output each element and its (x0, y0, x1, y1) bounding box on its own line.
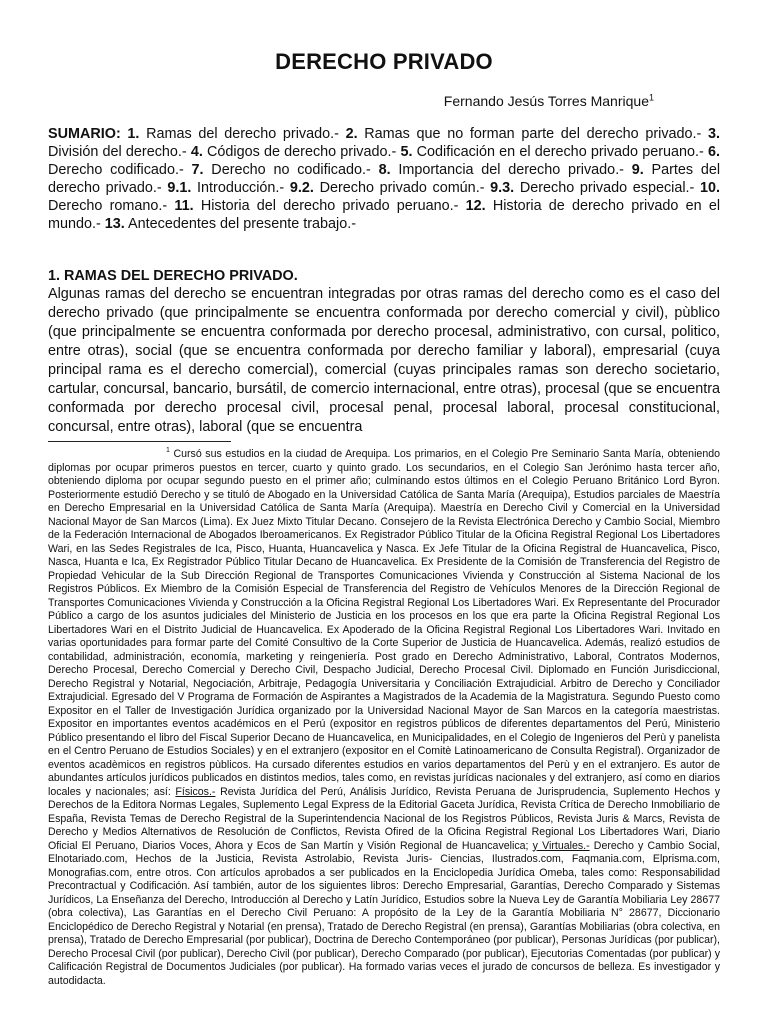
summary-item-num: 1. (127, 126, 140, 142)
summary-item-text: Importancia del derecho privado.- (398, 162, 624, 178)
footnote-link-fisicos[interactable]: Físicos.- (175, 785, 216, 798)
summary-item-text: Antecedentes del presente trabajo.- (128, 216, 357, 232)
summary-item-text: Derecho privado común.- (319, 180, 485, 196)
summary-item-num: 7. (191, 162, 204, 178)
footnote-ref[interactable]: 1 (648, 92, 654, 103)
summary-item-text: Codificación en el derecho privado peruano.- (416, 144, 704, 160)
summary-label: SUMARIO: (48, 126, 121, 142)
footnote-divider (48, 441, 231, 442)
summary-item-num: 9.1. (167, 180, 192, 196)
footnote-link-virtuales[interactable]: y Virtuales.- (532, 839, 590, 852)
summary-item-text: Ramas del derecho privado.- (146, 126, 339, 142)
footnote-part2: Revista Jurídica del Perú, Análisis Jurídico, Revista Peruana de Jurisprudencia, Suplemento Hechos y Derechos de la Editora Normas Legales, Suplemento Legal Express de la Editorial Gaceta Jurídica, Revista Crítica de Derecho Inmobiliario de España, Revista Temas de Derecho Registral de la Superintendencia Nacional de los Registros Públicos, Revista Juris & Marcs, Revista de Derecho y Medios Alternativos de Resolución de Conflictos, Revista Ofired de la Oficina Registral Regional Los Libertadores Wari, Diario Oficial El Peruano, Diarios Voces, Ahora y Ecos de San Martín y Visión Regional de Huancavelica; (48, 785, 720, 852)
summary-item-num: 6. (707, 144, 720, 160)
summary-item-text: Derecho codificado.- (48, 162, 184, 178)
summary-item-text: Introducción.- (197, 180, 285, 196)
summary-item-num: 13. (104, 216, 125, 232)
summary-item-text: Códigos de derecho privado.- (207, 144, 397, 160)
summary-item-text: Derecho privado especial.- (519, 180, 695, 196)
summary-item-num: 4. (190, 144, 203, 160)
summary-item-text: Ramas que no forman parte del derecho privado.- (364, 126, 702, 142)
document-title: DERECHO PRIVADO (275, 49, 493, 74)
summary-item-num: 5. (400, 144, 413, 160)
footnote-number: 1 (166, 447, 170, 455)
footnote-text (48, 448, 720, 988)
summary-item-text: Historia de derecho privado en el mundo.- (48, 198, 721, 232)
author-name: Fernando Jesús Torres Manrique (443, 93, 649, 109)
summary-item-num: 8. (378, 162, 391, 178)
summary-item-num: 11. (174, 198, 194, 214)
summary-item-num: 3. (708, 126, 721, 142)
summary-item-num: 9. (631, 162, 644, 178)
summary-item-num: 9.3. (490, 180, 515, 196)
footnote-part1: Cursó sus estudios en la ciudad de Arequipa. Los primarios, en el Colegio Pre Seminario Santa María, obteniendo diplomas por ocupar primeros puestos en tercer, cuarto y quinto grado. Los secundarios, en el Colegio San Jerónimo hasta tercer año, obteniendo diploma por ocupar segundo puesto en el primer año; culminando estos últimos en el Colegio Peruano Británico Lord Byron. Posteriormente estudió Derecho y se tituló de Abogado en la Universidad Católica de Santa María (Arequipa), Estudios parciales de Maestría en Derecho Empresarial en la Universidad Católica de Santa María (Arequipa). Maestría en Derecho Civil y Comercial en la Universidad Nacional Mayor de San Marcos (Lima). Ex Juez Mixto Titular Decano. Consejero de la Revista Electrónica Derecho y Cambio Social, Miembro de la Federación Internacional de Abogados Iberoamericanos. Ex Registrador Público Titular de la Oficina Registral Regional Los Libertadores Wari, en las Sedes Registrales de Ica, Pisco, Huanta, Huancavelica y Nasca. Ex Jefe Titular de la Oficina Registral de Huancavelica, Pisco, Nasca, Huanta e Ica, Ex Registrador Público Titular Decano de Huancavelica. Ex Presidente de la Comisión de Transferencia del Registro de Propiedad Vehicular de la Sub Dirección Regional de Transportes Comunicaciones Vivienda y Construcción al Sistema Nacional de los Registros Públicos. Ex Miembro de la Comisión Especial de Transferencia del Registro de Vehículos Menores de la Dirección Regional de Transportes Comunicaciones Vivienda y Construcción a la Oficina Registral Regional Los Libertadores Wari. Ex Representante del Procurador Público a cargo de los asuntos judiciales del Ministerio de Justicia en los procesos en los que era parte la Oficina Registral Regional Los Libertadores Wari en el Distrito Judicial de Huancavelica. Ex Apoderado de la Oficina Registral Regional Los Libertadores Wari. Invitado en varias oportunidades para formar parte del Comité Consultivo de la Corte Superior de Justicia de Huancavelica. Además, realizó estudios de contabilidad, administración, economía, marketing y reingeniería. Post grado en Derecho Administrativo, Laboral, Contratos Modernos, Derecho Procesal, Derecho Comercial y Derecho Civil, Despacho Judicial, Derecho Procesal Civil. Diplomado en Función Jurisdiccional, Derecho Registral y Notarial, Negociación, Arbitraje, Pedagogía Universitaria y Conciliación Extrajudicial. Arbitro de Derecho y Conciliador Extrajudicial. Egresado del V Programa de Formación de Aspirantes a Magistrados de la Academia de la Magistratura. Segundo Puesto como Expositor en el Taller de Investigación Jurídica organizado por la Universidad Nacional Mayor de San Marcos en la categoría maestristas. Expositor en importantes eventos académicos en el Perú (expositor en registros públicos de diferentes departamentos del Perú, Ministerio Público presentando el libro del Fiscal Superior Decano de Huancavelica, en Municipalidades, en el Colegio de Ingenieros del Perù y panelista en el Centro Peruano de Estudios Sociales) y en el extranjero (expositor en el Comitè Latinoamericano de Consulta Registral). Organizador de eventos acadèmicos en registros pùblicos. Ha cursado diferentes estudios en varios departamentos del Perù y en el extranjero. Es autor de abundantes artículos jurídicos publicados en distintos medios, tales como, en revistas jurídicas nacionales y del extranjero, así como en diarios locales y nacionales; así: (48, 448, 720, 798)
summary-item-text: División del derecho.- (48, 144, 187, 160)
summary-item-num: 10. (700, 180, 721, 196)
footnote-part3: Derecho y Cambio Social, Elnotariado.com, Hechos de la Justicia, Revista Astrolabio, Revista Juris- Ciencias, Ilustrados.com, Faqmania.com, Elprisma.com, Monografias.com, entre otros. Con artículos aprobados a ser publicados en la Enciclopedia Jurídica Omeba, tales como: Responsabilidad Precontractual y Codificación. Así también, autor de los siguientes libros: Derecho Empresarial, Garantías, Derecho Comparado y Sistemas Jurídicos, La Enseñanza del Derecho, Introducción al Derecho y Latín Jurídico, Estudios sobre la Nueva Ley de Garantía Mobiliaria Ley 28677 (obra colectiva), Las Garantías en el Derecho Civil Peruano: A propósito de la Ley de la Garantía Mobiliaria N° 28677, Diccionario Enciclopédico de Derecho Registral y Notarial (en prensa), Tratado de Derecho Registral (en prensa), Garantías Mobiliarias (obra colectiva, en prensa), Tratado de Derecho Empresarial (por publicar), Doctrina de Derecho Contemporáneo (por publicar), Personas Jurídicas (por publicar), Derecho Procesal Civil (por publicar), Derecho Civil (por publicar), Derecho Comparado (por publicar), Ejecutorias Comentadas (por publicar) y Calificación Registral de Documentos Judiciales (por publicar). Ha formado varias veces el jurado de concursos de belleza. Es investigador y autodidacta. (48, 839, 720, 987)
summary-item-text: Derecho romano.- (48, 198, 168, 214)
summary-item-num: 12. (465, 198, 486, 214)
section-heading: 1. RAMAS DEL DERECHO PRIVADO. (48, 268, 298, 284)
summary-item-text: Derecho no codificado.- (211, 162, 371, 178)
summary-item-text: Partes del derecho privado.- (48, 162, 721, 196)
summary-item-num: 2. (345, 126, 358, 142)
section-body: Algunas ramas del derecho se encuentran integradas por otras ramas del derecho como es el caso del derecho privado (que principalmente se encuentra conformada por derecho comercial y civil), pùblico (que principalmente se encuentra conformada por derecho procesal, administrativo, con cursal, politico, entre otras), social (que se encuentra conformada por derecho familiar y laboral), empresarial (cuya principal rama es el derecho comercial), comercial (cuyas principales ramas son derecho societario, cartular, concursal, bancario, bursátil, de comercio internacional, entre otras), procesal (que se encuentra conformada por derecho procesal civil, procesal penal, procesal laboral, procesal constitucional, concursal, entre otras), laboral (que se encuentra (48, 286, 720, 435)
summary-item-num: 9.2. (289, 180, 314, 196)
summary-paragraph (48, 125, 720, 233)
author-line (48, 92, 720, 110)
summary-item-text: Historia del derecho privado peruano.- (200, 198, 459, 214)
